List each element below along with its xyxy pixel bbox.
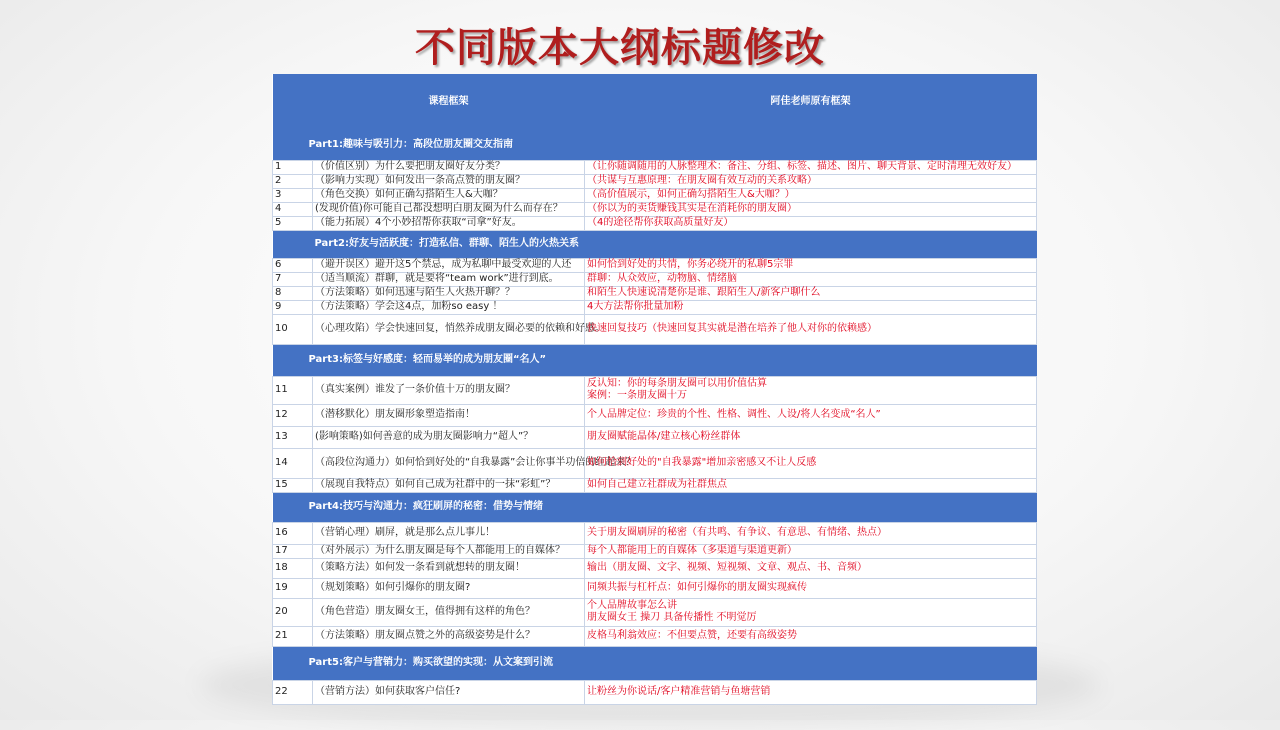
header-original: 阿佳老师原有框架 bbox=[585, 74, 1037, 130]
original-cell: （共谋与互惠原理：在朋友圈有效互动的关系攻略） bbox=[585, 174, 1037, 188]
table-row bbox=[273, 558, 1037, 578]
table-row bbox=[273, 426, 1037, 448]
section-title: Part3:标签与好感度：轻而易举的成为朋友圈“名人” bbox=[273, 344, 1037, 376]
original-cell: 如何自己建立社群成为社群焦点 bbox=[585, 478, 1037, 492]
original-cell: 群聊：从众效应，动物脑、情绪脑 bbox=[585, 272, 1037, 286]
course-cell: （价值区别）为什么要把朋友圈好友分类？ bbox=[313, 160, 585, 174]
table-row bbox=[273, 578, 1037, 598]
course-cell: （能力拓展）4个小妙招帮你获取“司拿”好友。 bbox=[313, 216, 585, 230]
slide-title: 不同版本大纲标题修改 bbox=[415, 25, 825, 71]
row-number: 6 bbox=[273, 258, 313, 272]
course-cell: （方法策略）朋友圈点赞之外的高级姿势是什么？ bbox=[313, 626, 585, 646]
outline-table bbox=[272, 74, 1037, 705]
course-cell: （适当顺流）群聊，就是要将“team work”进行到底。 bbox=[313, 272, 585, 286]
course-cell: (发现价值)你可能自己都没想明白朋友圈为什么而存在？ bbox=[313, 202, 585, 216]
table-row bbox=[273, 202, 1037, 216]
section-header bbox=[273, 344, 1037, 376]
original-cell: 同频共振与杠杆点：如何引爆你的朋友圈实现疯传 bbox=[585, 578, 1037, 598]
row-number: 15 bbox=[273, 478, 313, 492]
table-row bbox=[273, 286, 1037, 300]
table-row bbox=[273, 174, 1037, 188]
table-row bbox=[273, 160, 1037, 174]
section-spacer bbox=[585, 230, 1037, 258]
section-title: Part4:技巧与沟通力：疯狂刷屏的秘密：借势与情绪 bbox=[273, 492, 1037, 522]
table-row bbox=[273, 478, 1037, 492]
row-number: 11 bbox=[273, 376, 313, 404]
original-cell: 皮格马利翁效应：不但要点赞，还要有高级姿势 bbox=[585, 626, 1037, 646]
course-cell: （心理攻陷）学会快速回复，悄然养成朋友圈必要的依赖和好感。 bbox=[313, 314, 585, 344]
original-cell: （4的途径帮你获取高质量好友） bbox=[585, 216, 1037, 230]
course-cell: （角色营造）朋友圈女王，值得拥有这样的角色？ bbox=[313, 598, 585, 626]
course-cell: （角色交换）如何正确勾搭陌生人&大咖？ bbox=[313, 188, 585, 202]
table-row bbox=[273, 216, 1037, 230]
row-number: 18 bbox=[273, 558, 313, 578]
section-title: Part2:好友与活跃度：打造私信、群聊、陌生人的火热关系 bbox=[313, 230, 585, 258]
course-cell: （展现自我特点）如何自己成为社群中的一抹“彩虹”？ bbox=[313, 478, 585, 492]
table-row bbox=[273, 300, 1037, 314]
row-number: 20 bbox=[273, 598, 313, 626]
section-header bbox=[273, 130, 1037, 160]
original-cell: 关于朋友圈刷屏的秘密（有共鸣、有争议、有意思、有情绪、热点） bbox=[585, 522, 1037, 544]
section-header bbox=[273, 230, 1037, 258]
section-spacer bbox=[273, 230, 313, 258]
table-row bbox=[273, 544, 1037, 558]
original-cell: 让粉丝为你说话/客户精准营销与鱼塘营销 bbox=[585, 680, 1037, 704]
table-row bbox=[273, 598, 1037, 626]
table-row bbox=[273, 376, 1037, 404]
course-cell: （高段位沟通力）如何恰到好处的“自我暴露”会让你事半功倍的红起来？ bbox=[313, 448, 585, 478]
row-number: 16 bbox=[273, 522, 313, 544]
table-row bbox=[273, 188, 1037, 202]
row-number: 12 bbox=[273, 404, 313, 426]
section-title: Part5:客户与营销力：购买欲望的实现：从文案到引流 bbox=[273, 646, 1037, 680]
row-number: 1 bbox=[273, 160, 313, 174]
original-cell: 如何恰到好处的共情，你务必绕开的私聊5宗罪 bbox=[585, 258, 1037, 272]
original-cell: 输出（朋友圈、文字、视频、短视频、文章、观点、书、音频） bbox=[585, 558, 1037, 578]
original-cell: 个人品牌故事怎么讲 朋友圈女王 操刀 具备传播性 不明觉厉 bbox=[585, 598, 1037, 626]
section-title: Part1:趣味与吸引力：高段位朋友圈交友指南 bbox=[273, 130, 1037, 160]
course-cell: （策略方法）如何发一条看到就想转的朋友圈！ bbox=[313, 558, 585, 578]
original-cell: 和陌生人快速说清楚你是谁、跟陌生人/新客户聊什么 bbox=[585, 286, 1037, 300]
row-number: 19 bbox=[273, 578, 313, 598]
header-num bbox=[273, 74, 313, 130]
row-number: 4 bbox=[273, 202, 313, 216]
original-cell: 快速回复技巧（快速回复其实就是潜在培养了他人对你的依赖感） bbox=[585, 314, 1037, 344]
header-course: 课程框架 bbox=[313, 74, 585, 130]
table-row bbox=[273, 404, 1037, 426]
table-row bbox=[273, 448, 1037, 478]
original-cell: （你以为的卖货赚钱其实是在消耗你的朋友圈） bbox=[585, 202, 1037, 216]
outline-table-body bbox=[273, 74, 1037, 704]
section-header bbox=[273, 492, 1037, 522]
course-cell: （营销方法）如何获取客户信任? bbox=[313, 680, 585, 704]
row-number: 13 bbox=[273, 426, 313, 448]
table-row bbox=[273, 680, 1037, 704]
original-cell: 朋友圈赋能晶体/建立核心粉丝群体 bbox=[585, 426, 1037, 448]
original-cell: （让你随调随用的人脉整理术：备注、分组、标签、描述、图片、聊天背景、定时清理无效好友） bbox=[585, 160, 1037, 174]
row-number: 22 bbox=[273, 680, 313, 704]
course-cell: （对外展示）为什么朋友圈是每个人都能用上的自媒体？ bbox=[313, 544, 585, 558]
course-cell: （营销心理）刷屏，就是那么点儿事儿！ bbox=[313, 522, 585, 544]
row-number: 5 bbox=[273, 216, 313, 230]
row-number: 17 bbox=[273, 544, 313, 558]
row-number: 9 bbox=[273, 300, 313, 314]
section-header bbox=[273, 646, 1037, 680]
course-cell: （避开误区）避开这5个禁忌，成为私聊中最受欢迎的人还 bbox=[313, 258, 585, 272]
original-cell: 反认知：你的每条朋友圈可以用价值估算 案例：一条朋友圈十万 bbox=[585, 376, 1037, 404]
table-row bbox=[273, 626, 1037, 646]
row-number: 2 bbox=[273, 174, 313, 188]
row-number: 3 bbox=[273, 188, 313, 202]
table-row bbox=[273, 522, 1037, 544]
course-cell: （规划策略）如何引爆你的朋友圈? bbox=[313, 578, 585, 598]
row-number: 21 bbox=[273, 626, 313, 646]
course-cell: (影响策略)如何善意的成为朋友圈影响力“超人”？ bbox=[313, 426, 585, 448]
original-cell: 4大方法帮你批量加粉 bbox=[585, 300, 1037, 314]
table-row bbox=[273, 314, 1037, 344]
course-cell: （真实案例）谁发了一条价值十万的朋友圈？ bbox=[313, 376, 585, 404]
original-cell: （高价值展示，如何正确勾搭陌生人&大咖？） bbox=[585, 188, 1037, 202]
original-cell: 如何恰到好处的"自我暴露"增加亲密感又不让人反感 bbox=[585, 448, 1037, 478]
original-cell: 每个人都能用上的自媒体（多渠道与渠道更新） bbox=[585, 544, 1037, 558]
course-cell: （潜移默化）朋友圈形象塑造指南！ bbox=[313, 404, 585, 426]
table-row bbox=[273, 258, 1037, 272]
row-number: 10 bbox=[273, 314, 313, 344]
course-cell: （方法策略）如何迅速与陌生人火热开聊？？ bbox=[313, 286, 585, 300]
course-cell: （影响力实现）如何发出一条高点赞的朋友圈？ bbox=[313, 174, 585, 188]
row-number: 7 bbox=[273, 272, 313, 286]
row-number: 14 bbox=[273, 448, 313, 478]
table-row bbox=[273, 272, 1037, 286]
row-number: 8 bbox=[273, 286, 313, 300]
original-cell: 个人品牌定位：珍贵的个性、性格、调性、人设/将人名变成“名人” bbox=[585, 404, 1037, 426]
table-header bbox=[273, 74, 1037, 130]
course-cell: （方法策略）学会这4点，加粉so easy ！ bbox=[313, 300, 585, 314]
